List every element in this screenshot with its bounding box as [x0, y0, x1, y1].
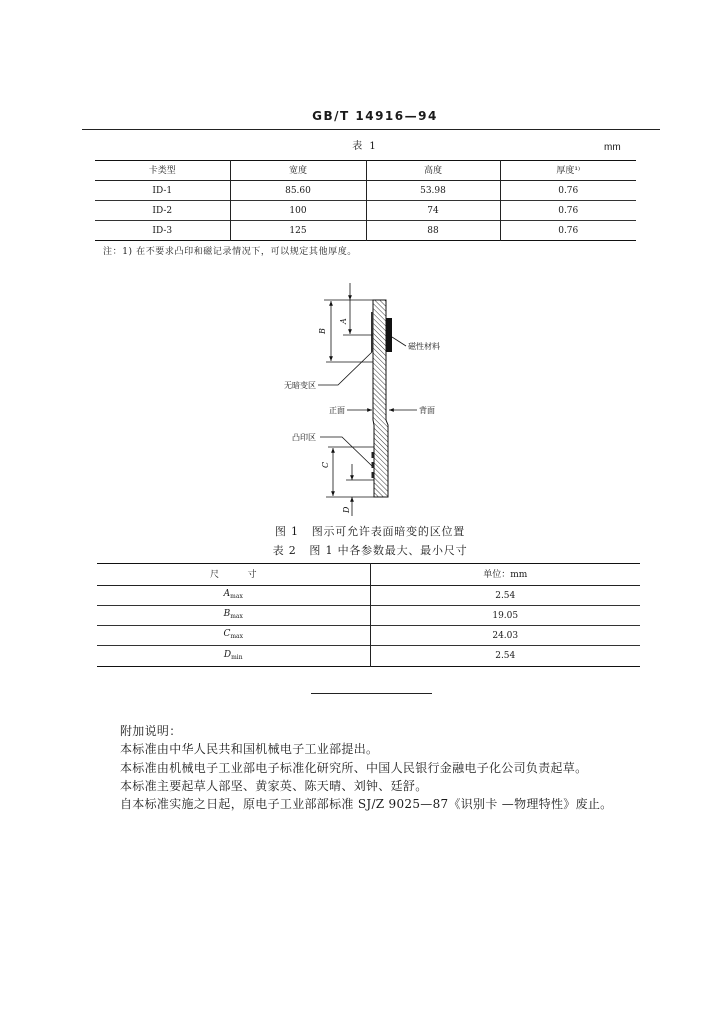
- table2-header-dimension: 尺 寸: [97, 564, 370, 586]
- additional-note-line: 本标准主要起草人部坚、黄家英、陈天晴、刘钟、廷舒。: [120, 779, 428, 793]
- additional-note-line: 自本标准实施之日起，原电子工业部部标准 SJ/Z 9025—87《识别卡 —物理特性》废止。: [120, 797, 613, 811]
- parameter-symbol: A: [223, 589, 231, 599]
- table-row: [97, 646, 640, 667]
- header-rule: [82, 129, 660, 130]
- parameter-value: 2.54: [370, 586, 640, 606]
- card-width: 125: [230, 221, 366, 241]
- additional-note-line: 本标准由中华人民共和国机械电子工业部提出。: [120, 742, 379, 756]
- table-row: [95, 221, 636, 241]
- card-width: 100: [230, 201, 366, 221]
- no-darkening-zone-mark: [371, 312, 374, 352]
- embossing-zone-label: 凸印区: [292, 433, 316, 442]
- table-row: [95, 181, 636, 201]
- parameter-subscript: max: [230, 613, 243, 620]
- parameter-subscript: min: [231, 653, 243, 661]
- magnetic-stripe: [386, 318, 392, 352]
- parameter-symbol: D: [223, 649, 232, 660]
- card-thickness: 0.76: [500, 181, 636, 201]
- card-type: ID-1: [152, 185, 173, 196]
- table2-header-unit: 单位：mm: [370, 564, 640, 586]
- extension-lines: [324, 300, 374, 497]
- card-thickness: 0.76: [500, 201, 636, 221]
- table-row: [97, 606, 640, 626]
- parameter-subscript: max: [230, 593, 243, 600]
- table-row: [95, 201, 636, 221]
- parameter-subscript: max: [230, 633, 244, 640]
- dimension-label-b: B: [318, 328, 327, 334]
- table1-header-height: 高度: [366, 161, 500, 181]
- table-row: [97, 586, 640, 606]
- figure1-caption: 图 1 图示可允许表面暗变的区位置: [274, 525, 466, 538]
- card-cross-section: [373, 300, 388, 497]
- card-type: ID-2: [95, 201, 230, 221]
- dimension-label-a: A: [339, 318, 348, 324]
- table2-header-row: [97, 564, 640, 586]
- card-height: 88: [366, 221, 500, 241]
- table1-header-thickness: 厚度¹⁾: [500, 161, 636, 181]
- table1-header-width: 宽度: [230, 161, 366, 181]
- table1-header-type: 卡类型: [95, 161, 230, 181]
- card-height: 74: [366, 201, 500, 221]
- section-divider: [311, 693, 432, 694]
- figure1-diagram: [270, 275, 470, 525]
- no-darkening-zone-leader: [318, 352, 372, 385]
- magnetic-material-leader: [392, 337, 406, 346]
- parameter-value: 19.05: [370, 606, 640, 626]
- table2-title: 表 2 图 1 中各参数最大、最小尺寸: [272, 544, 468, 557]
- table-row: [97, 626, 640, 646]
- parameter-value: 2.54: [370, 646, 640, 667]
- embossing-zone-mark: [372, 462, 375, 468]
- front-label: 正面: [329, 406, 345, 415]
- additional-note-line: 本标准由机械电子工业部电子标准化研究所、中国人民银行金融电子化公司负责起草。: [120, 761, 588, 775]
- card-thickness: 0.76: [500, 221, 636, 241]
- embossing-zone-mark: [372, 452, 375, 458]
- parameter-cell: [97, 606, 370, 626]
- parameter-symbol: B: [223, 609, 231, 619]
- embossing-zone-leader: [320, 437, 372, 466]
- table1-footnote: 注：1) 在不要求凸印和磁记录情况下，可以规定其他厚度。: [103, 247, 357, 257]
- back-label: 背面: [419, 406, 435, 415]
- embossing-zone-mark: [372, 472, 375, 478]
- card-type: ID-3: [95, 221, 230, 241]
- magnetic-material-label: 磁性材料: [408, 342, 440, 351]
- card-height: 53.98: [366, 181, 500, 201]
- card-width: 85.60: [230, 181, 366, 201]
- parameter-value: 24.03: [370, 626, 640, 646]
- parameter-cell: [97, 646, 370, 667]
- parameter-cell: [97, 586, 370, 606]
- table1: [95, 160, 636, 241]
- parameter-symbol: C: [223, 629, 231, 639]
- additional-notes-heading: 附加说明：: [120, 724, 182, 738]
- dimension-label-c: C: [321, 461, 330, 468]
- table1-title: 表 1: [352, 141, 378, 152]
- table1-header-row: [95, 161, 636, 181]
- dimension-label-d: D: [342, 506, 351, 513]
- standard-code-header: GB/T 14916—94: [312, 109, 438, 123]
- table1-unit: mm: [604, 142, 621, 153]
- table2: [97, 563, 640, 667]
- no-darkening-zone-label: 无暗变区: [284, 381, 316, 390]
- parameter-cell: [97, 626, 370, 646]
